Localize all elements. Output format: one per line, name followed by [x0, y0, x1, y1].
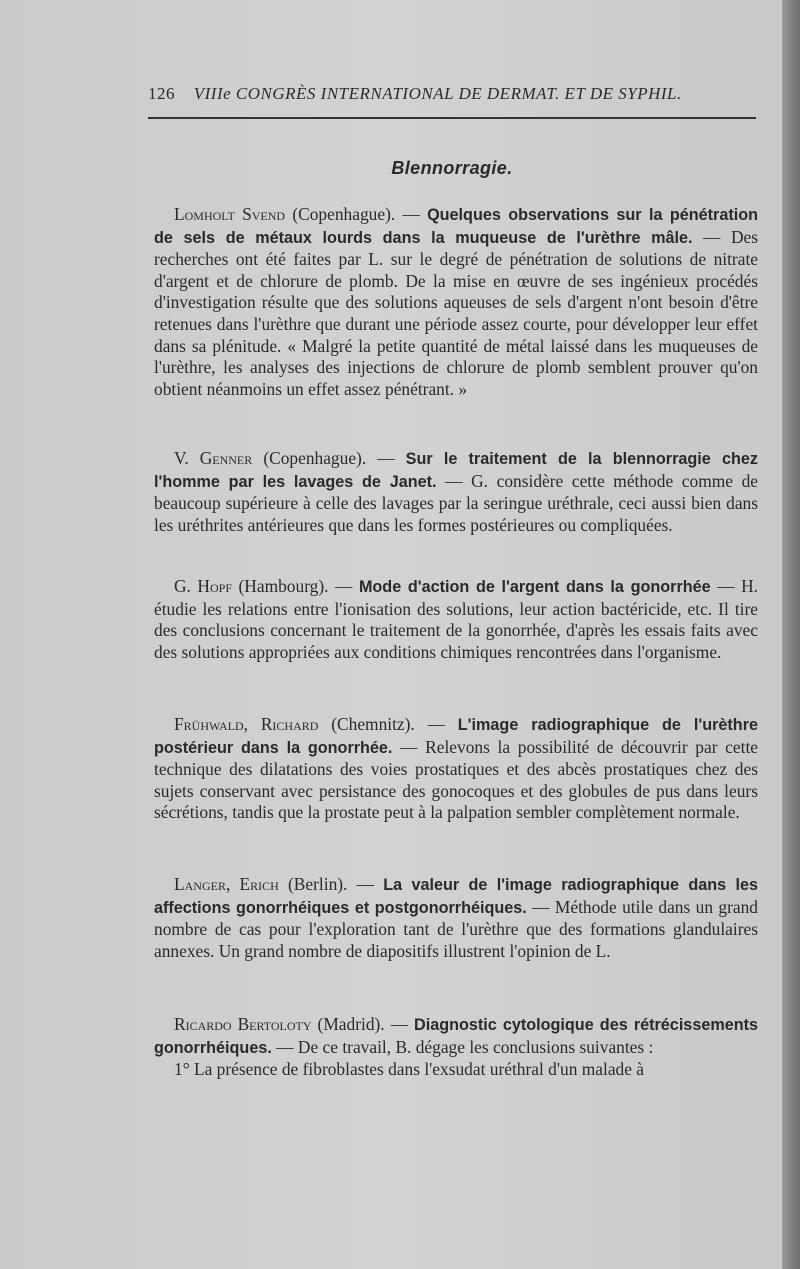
- page-edge-shadow: [782, 0, 800, 1269]
- running-header: [148, 84, 756, 112]
- conclusion-item-1: 1° La présence de fibroblastes dans l'exsudat uréthral d'un malade à: [174, 1059, 645, 1080]
- entry-location: (Madrid).: [317, 1014, 385, 1034]
- entry-dash: —: [347, 874, 384, 894]
- entry-title: La valeur de l'image radiographique dans les affections gonorrhéiques et postgonorrhéiques.: [154, 876, 758, 917]
- entry-body: — Méthode utile dans un grand nombre de cas pour l'exploration tant de l'urèthre que des formations glandulaires annexes. Un grand nombre de diapositifs illustrent l'opinion de L.: [154, 896, 758, 961]
- entry-title: L'image radiographique de l'urèthre postérieur dans la gonorrhée.: [154, 716, 758, 757]
- running-title: VIIIe CONGRÈS INTERNATIONAL DE DERMAT. ET DE SYPHIL.: [193, 84, 682, 103]
- entry-author: G. Hopf: [174, 576, 232, 596]
- entry-author: Ricardo Bertoloty: [174, 1014, 312, 1034]
- entry-location: (Copenhague).: [263, 448, 367, 468]
- header-rule: [148, 117, 756, 119]
- entry-dash: —: [395, 204, 428, 224]
- entry-title: Mode d'action de l'argent dans la gonorrhée: [358, 578, 711, 596]
- entry-dash: —: [414, 714, 458, 734]
- entry-dash: —: [366, 448, 406, 468]
- section-title: Blennorragie.: [391, 158, 513, 178]
- abstract-entry-bertoloty: [154, 1014, 758, 1081]
- entry-title: Sur le traitement de la blennorragie chez l'homme par les lavages de Janet.: [154, 450, 758, 491]
- entry-location: (Copenhague).: [292, 204, 396, 224]
- entry-body: — De ce travail, B. dégage les conclusions suivantes :: [271, 1036, 654, 1057]
- entry-body: — G. considère cette méthode comme de beaucoup supérieure à celle des lavages par la seringue uréthrale, ceci aussi bien dans les uréthrites antérieures que dans les formes postérieures ou compliquées.: [154, 470, 758, 535]
- entry-author: V. Genner: [174, 448, 253, 468]
- entry-location: (Hambourg).: [238, 576, 329, 596]
- entry-title: Diagnostic cytologique des rétrécissements gonorrhéiques.: [154, 1016, 758, 1057]
- abstract-entry-lomholt: [154, 204, 758, 400]
- entry-title: Quelques observations sur la pénétration de sels de métaux lourds dans la muqueuse de l'urèthre mâle.: [154, 206, 758, 247]
- entry-body: — H. étudie les relations entre l'ionisation des solutions, leur action bactéricide, etc. Il tire des conclusions concernant le traitement de la gonorrhée, d'après les essais faits avec des solutions appropriées aux conditions chimiques rencontrées dans l'organisme.: [154, 576, 758, 662]
- abstract-entry-hopf: [154, 576, 758, 663]
- page-number: 126: [148, 84, 175, 103]
- abstract-entry-genner: [154, 448, 758, 536]
- entry-body: — Relevons la possibilité de découvrir par cette technique des dilatations des voies prostatiques et des abcès prostatiques chez des sujets conservant avec persistance des gonocoques et des globules de pus dans leurs sécrétions, tandis que la prostate peut à la palpation sembler complètement normale.: [154, 736, 758, 823]
- entry-dash: —: [384, 1014, 414, 1034]
- entry-body: — Des recherches ont été faites par L. sur le degré de pénétration de solutions de nitrate d'argent et de chlorure de plomb. De la mise en œuvre de ses ingénieux procédés d'investigation résulte que des solutions aqueuses de sels d'argent n'ont besoin d'être retenues dans l'urèthre que durant une période assez courte, pour développer leur effet dans sa plénitude. « Malgré la petite quantité de métal laissé dans les muqueuses de l'urèthre, les analyses des injections de chlorure de plomb semblent prouver qu'on obtient néanmoins un effet assez pénétrant. »: [154, 226, 758, 399]
- entry-location: (Berlin).: [288, 874, 348, 894]
- abstract-entry-langer: [154, 874, 758, 962]
- abstract-entry-fruhwald: [154, 714, 758, 824]
- entry-location: (Chemnitz).: [331, 714, 415, 734]
- entry-author: Langer, Erich: [174, 874, 279, 894]
- entry-author: Lomholt Svend: [174, 204, 286, 224]
- entry-dash: —: [328, 576, 359, 596]
- entry-author: Frühwald, Richard: [174, 714, 319, 734]
